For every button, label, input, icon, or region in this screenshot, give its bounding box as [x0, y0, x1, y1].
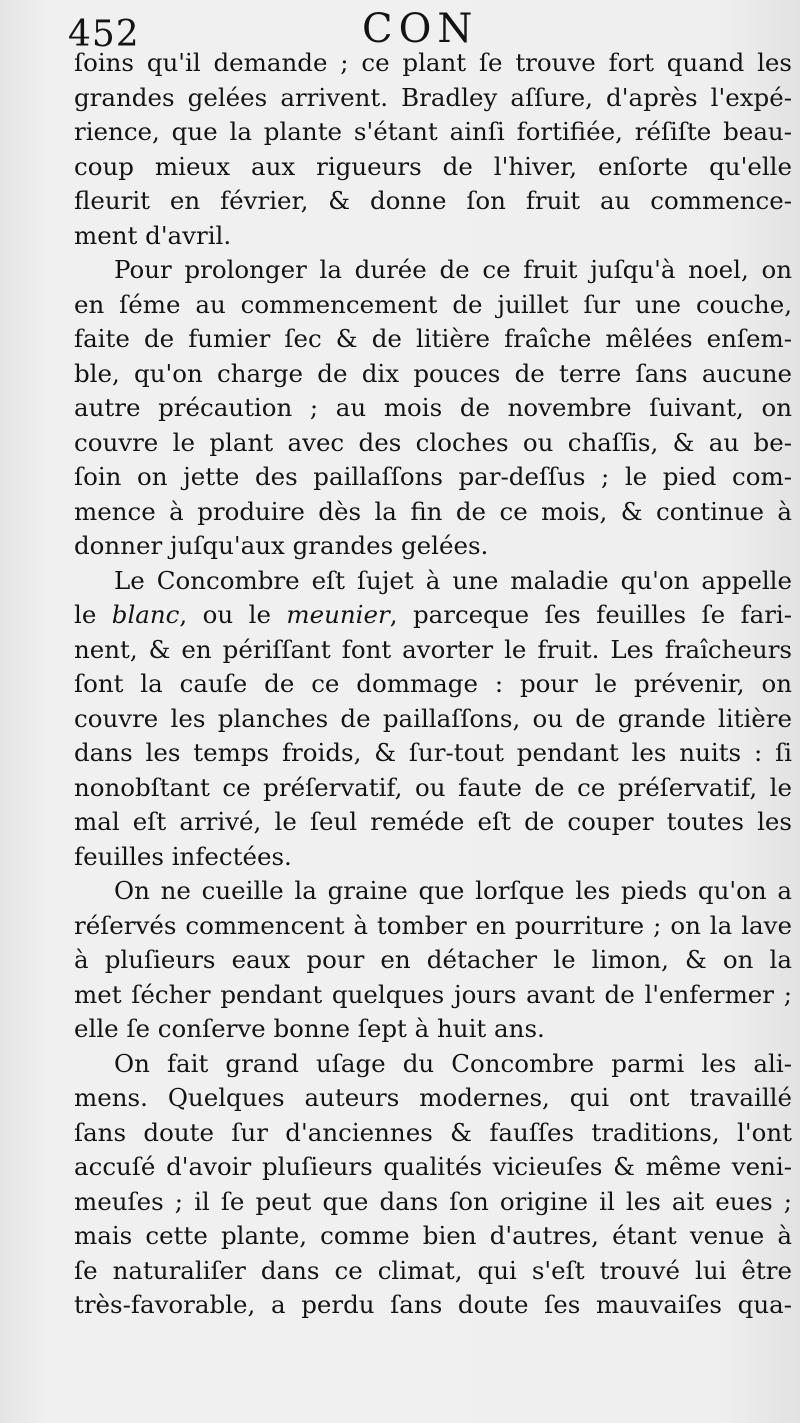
text-line: mens. Quelques auteurs modernes, qui ont travaillé: [74, 1083, 792, 1112]
text-line: très-favorable, a perdu ſans doute ſes mauvaiſes qua-: [74, 1290, 792, 1319]
text-line: fleurit en février, & donne ſon fruit au commence-: [74, 186, 792, 215]
text-line: feuilles infectées.: [74, 841, 292, 871]
text-line: rience, que la plante s'étant ainſi fortifiée, réſiſte beau-: [74, 117, 792, 146]
text-line: à pluſieurs eaux pour en détacher le limon, & on la: [74, 945, 792, 974]
text-line: autre précaution ; au mois de novembre ſuivant, on: [74, 393, 792, 422]
text-line: mence à produire dès la fin de ce mois, & continue à: [74, 496, 792, 526]
text-line: ſe naturaliſer dans ce climat, qui s'eſt trouvé lui être: [74, 1255, 792, 1285]
text-line: met ſécher pendant quelques jours avant de l'enfermer ;: [74, 979, 792, 1009]
text-line: ble, qu'on charge de dix pouces de terre ſans aucune: [74, 358, 792, 388]
page-number: 452: [68, 14, 140, 55]
text-line: ſans doute ſur d'anciennes & fauſſes traditions, l'ont: [74, 1117, 792, 1147]
text-segment: , ou le: [179, 600, 287, 629]
text-line: coup mieux aux rigueurs de l'hiver, enſorte qu'elle: [74, 151, 792, 181]
text-segment: , parceque ſes feuilles ſe fari-: [389, 600, 793, 629]
body-text: [74, 46, 792, 1323]
text-line: réſervés commencent à tomber en pourriture ; on la lave: [74, 910, 792, 940]
term-meunier: meunier: [286, 600, 390, 629]
text-line: donner juſqu'aux grandes gelées.: [74, 531, 489, 560]
text-line: nonobſtant ce préſervatif, ou faute de ce préſervatif, le: [74, 772, 792, 802]
text-line: en ſéme au commencement de juillet ſur une couche,: [74, 289, 792, 319]
text-line: ſont la cauſe de ce dommage : pour le prévenir, on: [74, 669, 792, 698]
text-segment: le: [74, 600, 112, 629]
text-line: mal eſt arrivé, le ſeul reméde eſt de couper toutes les: [74, 807, 792, 836]
text-line: On fait grand uſage du Concombre parmi les ali-: [114, 1048, 792, 1078]
text-line: couvre le plant avec des cloches ou chaſſis, & au be-: [74, 427, 792, 457]
text-line: faite de fumier ſec & de litière fraîche mêlées enſem-: [74, 324, 792, 353]
text-line: elle ſe conſerve bonne ſept à huit ans.: [74, 1014, 545, 1043]
text-line: nent, & en périſſant font avorter le fruit. Les fraîcheurs: [74, 634, 792, 664]
text-line: meuſes ; il ſe peut que dans ſon origine il les ait eues ;: [74, 1186, 792, 1216]
paragraph-1: [74, 46, 792, 253]
text-line: ſoins qu'il demande ; ce plant ſe trouve fort quand les: [74, 48, 792, 77]
running-head: CON: [362, 6, 479, 52]
text-line: grandes gelées arrivent. Bradley aſſure, d'après l'expé-: [74, 82, 792, 112]
term-blanc: blanc: [111, 600, 180, 629]
text-line: mais cette plante, comme bien d'autres, étant venue à: [74, 1221, 792, 1250]
paragraph-4: [74, 874, 792, 1047]
paragraph-2: [74, 253, 792, 564]
text-line: Le Concombre eſt ſujet à une maladie qu'on appelle: [114, 565, 792, 595]
text-line: ment d'avril.: [74, 220, 232, 250]
text-line: couvre les planches de paillaſſons, ou de grande litière: [74, 703, 792, 733]
text-line: dans les temps froids, & ſur-tout pendant les nuits : ſi: [74, 738, 792, 767]
paragraph-3: [74, 564, 792, 875]
paragraph-5: [74, 1047, 792, 1323]
text-line: accuſé d'avoir pluſieurs qualités vicieuſes & même veni-: [74, 1152, 792, 1181]
text-line: [74, 598, 792, 633]
text-line: On ne cueille la graine que lorſque les pieds qu'on a: [114, 876, 792, 905]
text-line: Pour prolonger la durée de ce fruit juſqu'à noel, on: [114, 255, 792, 284]
text-line: ſoin on jette des paillaſſons par-deſſus ; le pied com-: [74, 462, 792, 491]
